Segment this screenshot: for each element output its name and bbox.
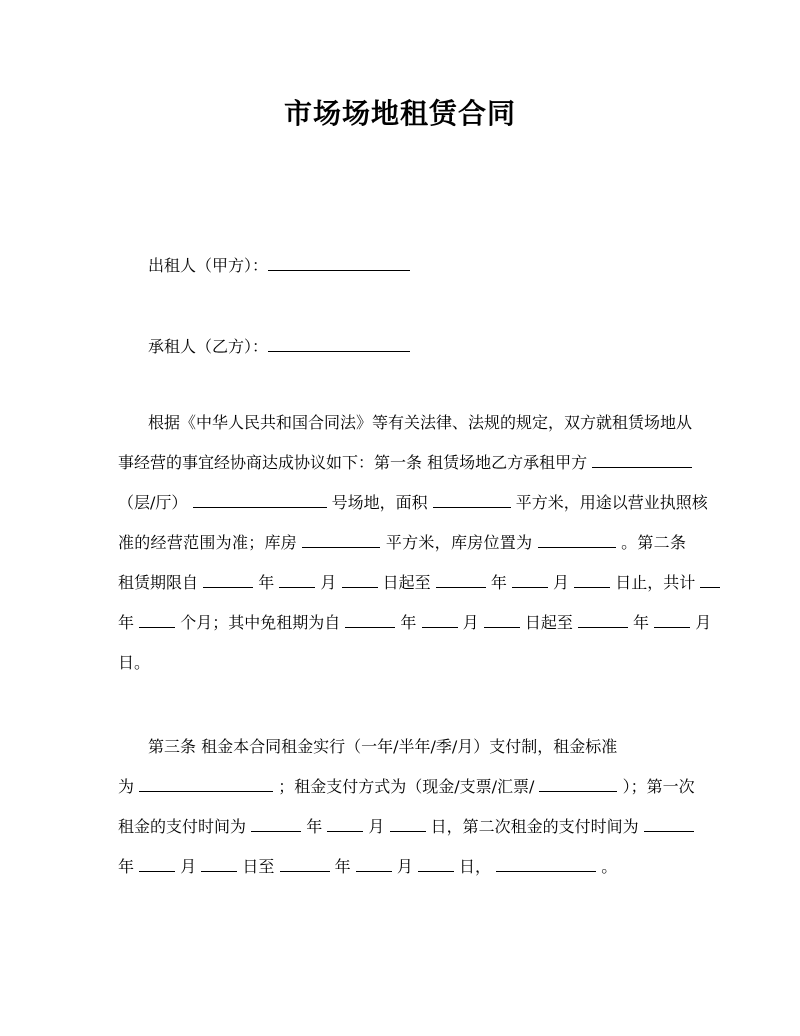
para2-text-3b: 年 bbox=[306, 817, 323, 836]
para2-text-1: 第三条 租金本合同租金实行（一年/半年/季/月）支付制，租金标准 bbox=[148, 737, 618, 756]
para2-text-3d: 日，第二次租金的支付时间为 bbox=[430, 817, 639, 836]
storage-area-blank[interactable] bbox=[302, 531, 380, 548]
para1-text-6b: 个月；其中免租期为自 bbox=[180, 613, 341, 632]
second-end-day-blank[interactable] bbox=[418, 855, 454, 872]
para1-text-4a: 准的经营范围为准；库房 bbox=[118, 533, 298, 552]
para1-text-3b: 号场地，面积 bbox=[331, 493, 428, 512]
para1-text-5a: 租赁期限自 bbox=[118, 573, 199, 592]
storage-location-blank[interactable] bbox=[538, 531, 616, 548]
para2-text-2b: ；租金支付方式为（现金/支票/汇票/ bbox=[278, 777, 535, 796]
para1-line-2 bbox=[118, 443, 686, 483]
free-start-month-blank[interactable] bbox=[422, 611, 458, 628]
floor-blank[interactable] bbox=[592, 451, 692, 468]
total-years-blank[interactable] bbox=[700, 571, 720, 588]
para1-text-5e: 年 bbox=[490, 573, 507, 592]
total-months-blank[interactable] bbox=[139, 611, 175, 628]
end-year-blank[interactable] bbox=[436, 571, 486, 588]
para1-text-3a: （层/厅） bbox=[118, 493, 188, 512]
para2-text-3c: 月 bbox=[368, 817, 385, 836]
para1-text-6d: 月 bbox=[462, 613, 479, 632]
area-blank[interactable] bbox=[433, 491, 511, 508]
para1-line-6 bbox=[118, 603, 712, 643]
para2-text-4a: 年 bbox=[118, 857, 135, 876]
lessee-blank[interactable] bbox=[268, 335, 410, 352]
free-end-year-blank[interactable] bbox=[578, 611, 628, 628]
para2-text-4g: 。 bbox=[601, 857, 618, 876]
start-day-blank[interactable] bbox=[342, 571, 378, 588]
para1-text-6f: 年 bbox=[633, 613, 650, 632]
second-pay-month-blank[interactable] bbox=[139, 855, 175, 872]
para2-line-4 bbox=[118, 847, 618, 887]
para2-text-3a: 租金的支付时间为 bbox=[118, 817, 247, 836]
para1-text-5c: 月 bbox=[320, 573, 337, 592]
para1-text-4c: 。第二条 bbox=[621, 533, 686, 552]
para2-text-4e: 月 bbox=[396, 857, 413, 876]
rent-standard-blank[interactable] bbox=[139, 775, 273, 792]
para1-line-7 bbox=[118, 643, 686, 683]
first-pay-year-blank[interactable] bbox=[251, 815, 301, 832]
paragraph-article-3 bbox=[118, 727, 695, 887]
para1-text-6g: 月 bbox=[695, 613, 712, 632]
paragraph-article-1-2 bbox=[118, 403, 712, 683]
para1-line-5 bbox=[118, 563, 696, 603]
free-start-day-blank[interactable] bbox=[484, 611, 520, 628]
para1-text-3c: 平方米，用途以营业执照核 bbox=[515, 493, 708, 512]
lessor-line bbox=[148, 254, 410, 276]
second-pay-day-blank[interactable] bbox=[201, 855, 237, 872]
para2-text-4b: 月 bbox=[180, 857, 197, 876]
first-pay-month-blank[interactable] bbox=[327, 815, 363, 832]
para2-line-1 bbox=[118, 727, 686, 767]
lessor-label: 出租人（甲方）： bbox=[148, 256, 269, 275]
start-year-blank[interactable] bbox=[203, 571, 253, 588]
para1-text-5d: 日起至 bbox=[382, 573, 431, 592]
para1-line-3 bbox=[118, 483, 708, 523]
free-end-month-blank[interactable] bbox=[654, 611, 690, 628]
end-month-blank[interactable] bbox=[512, 571, 548, 588]
para1-text-5b: 年 bbox=[258, 573, 275, 592]
lessee-line bbox=[148, 335, 410, 357]
para1-text-5f: 月 bbox=[553, 573, 570, 592]
para1-text-6e: 日起至 bbox=[524, 613, 573, 632]
para1-line-1 bbox=[118, 403, 693, 443]
para2-line-3 bbox=[118, 807, 686, 847]
para2-text-4f: 日， bbox=[459, 857, 492, 876]
para1-line-4 bbox=[118, 523, 686, 563]
first-pay-day-blank[interactable] bbox=[390, 815, 426, 832]
para1-text-6c: 年 bbox=[400, 613, 417, 632]
para1-text-1: 根据《中华人民共和国合同法》等有关法律、法规的规定，双方就租赁场地从 bbox=[148, 413, 693, 432]
second-amount-blank[interactable] bbox=[496, 855, 596, 872]
lessor-blank[interactable] bbox=[268, 254, 410, 271]
second-end-month-blank[interactable] bbox=[356, 855, 392, 872]
para2-text-4c: 日至 bbox=[242, 857, 275, 876]
stall-number-blank[interactable] bbox=[193, 491, 327, 508]
document-title: 市场场地租赁合同 bbox=[283, 97, 516, 130]
lessee-label: 承租人（乙方）： bbox=[148, 337, 269, 356]
payment-method-blank[interactable] bbox=[539, 775, 617, 792]
second-end-year-blank[interactable] bbox=[280, 855, 330, 872]
para2-text-2c: ）；第一次 bbox=[622, 777, 695, 796]
para1-text-4b: 平方米，库房位置为 bbox=[385, 533, 533, 552]
para2-text-4d: 年 bbox=[334, 857, 351, 876]
para1-text-6a: 年 bbox=[118, 613, 135, 632]
para1-text-5g: 日止，共计 bbox=[615, 573, 696, 592]
para1-text-2a: 事经营的事宜经协商达成协议如下：第一条 租赁场地乙方承租甲方 bbox=[118, 453, 588, 472]
para2-line-2 bbox=[118, 767, 695, 807]
para2-text-2a: 为 bbox=[118, 777, 135, 796]
free-start-year-blank[interactable] bbox=[345, 611, 395, 628]
end-day-blank[interactable] bbox=[574, 571, 610, 588]
second-pay-year-blank[interactable] bbox=[644, 815, 694, 832]
para1-text-7a: 日。 bbox=[118, 653, 151, 672]
start-month-blank[interactable] bbox=[279, 571, 315, 588]
